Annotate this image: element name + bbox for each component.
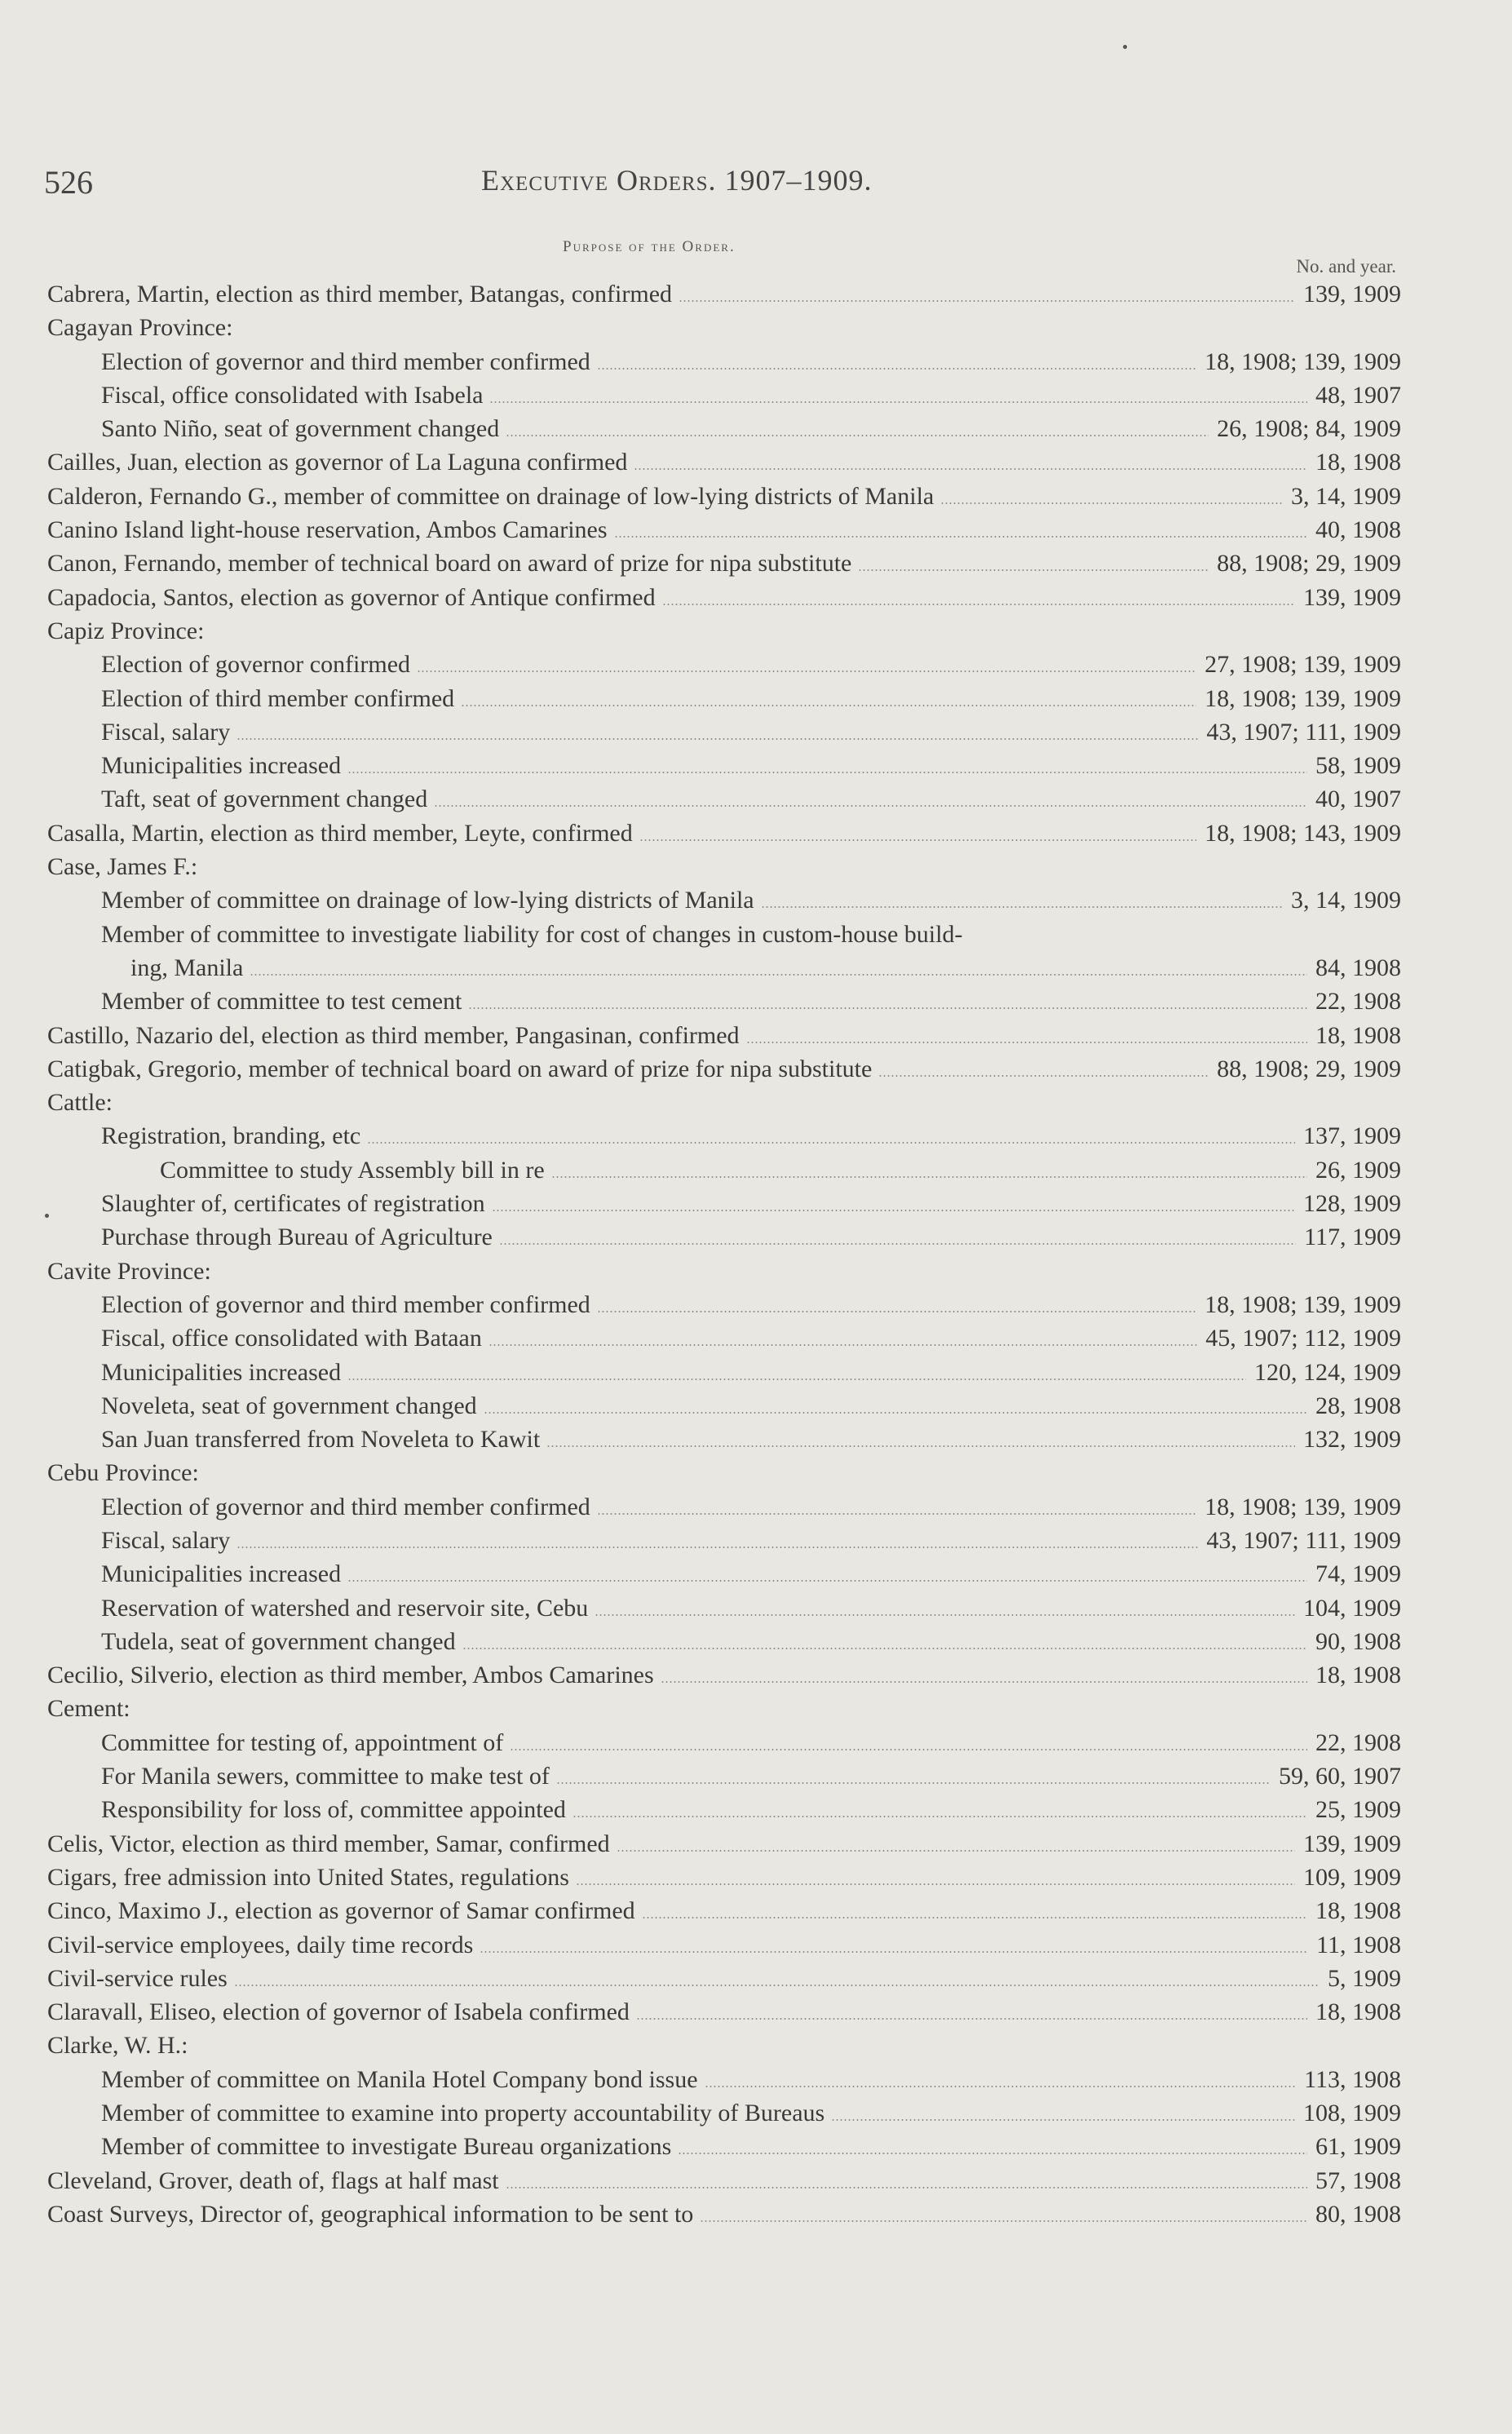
entry-reference: 128, 1909 — [1303, 1190, 1401, 1218]
entry-reference: 22, 1908 — [1315, 988, 1401, 1016]
entry-reference: 18, 1908; 139, 1909 — [1205, 1493, 1401, 1520]
index-entry — [0, 1726, 1512, 1759]
dot-leader — [506, 435, 1209, 436]
dot-leader — [576, 1883, 1295, 1885]
dot-leader — [492, 1210, 1295, 1211]
dot-leader — [597, 368, 1196, 370]
entry-reference: 18, 1908; 143, 1909 — [1205, 819, 1401, 847]
entry-text: Cinco, Maximo J., election as governor of Samar confirmed — [47, 1897, 635, 1925]
dot-leader — [462, 1648, 1307, 1649]
index-entry — [0, 1928, 1512, 1962]
entry-reference: 108, 1909 — [1303, 2100, 1401, 2127]
dot-leader — [489, 401, 1307, 403]
entry-reference: 90, 1908 — [1315, 1627, 1401, 1655]
index-entry — [0, 1052, 1512, 1086]
dot-leader — [746, 1042, 1307, 1043]
dot-leader — [661, 1681, 1307, 1683]
index-entry — [0, 648, 1512, 681]
index-entry — [0, 682, 1512, 715]
dot-leader — [484, 1412, 1307, 1414]
entry-text: Canon, Fernando, member of technical board on award of prize for nipa substitute — [47, 550, 852, 578]
dot-leader — [347, 772, 1307, 773]
dot-leader — [461, 705, 1196, 706]
index-entry — [0, 2197, 1512, 2231]
entry-text: Member of committee on Manila Hotel Company bond issue — [101, 2065, 698, 2093]
entry-text: Municipalities increased — [101, 1560, 342, 1588]
dot-leader — [367, 1142, 1295, 1144]
entry-reference: 18, 1908 — [1315, 449, 1401, 476]
dot-leader — [551, 1176, 1307, 1178]
entry-text: Cigars, free admission into United States, regulations — [47, 1863, 569, 1891]
dot-leader — [234, 1985, 1320, 1986]
entry-reference: 139, 1909 — [1303, 1830, 1401, 1857]
entry-text: Cattle: — [47, 1089, 113, 1117]
entry-text: Canino Island light-house reservation, Ambos Camarines — [47, 516, 608, 544]
index-entries — [0, 277, 1512, 2231]
entry-text: Member of committee on drainage of low-lying districts of Manila — [101, 887, 754, 914]
entry-reference: 26, 1908; 84, 1909 — [1217, 415, 1401, 443]
entry-reference: 80, 1908 — [1315, 2200, 1401, 2228]
index-entry — [0, 311, 1512, 344]
entry-text: Fiscal, office consolidated with Isabela — [101, 381, 484, 409]
entry-text: Cebu Province: — [47, 1459, 199, 1487]
entry-text: Cleveland, Grover, death of, flags at half mast — [47, 2166, 499, 2194]
entry-text: Election of governor and third member confirmed — [101, 1290, 590, 1318]
index-entry — [0, 883, 1512, 917]
entry-reference: 43, 1907; 111, 1909 — [1206, 718, 1401, 746]
entry-text: Fiscal, salary — [101, 718, 231, 746]
dot-leader — [642, 1917, 1307, 1918]
index-entry — [0, 445, 1512, 479]
entry-reference: 22, 1908 — [1315, 1728, 1401, 1756]
entry-text: Election of governor and third member confirmed — [101, 1493, 590, 1520]
entry-reference: 11, 1908 — [1316, 1931, 1401, 1958]
index-entry — [0, 1591, 1512, 1625]
entry-reference: 84, 1908 — [1315, 954, 1401, 981]
entry-reference: 113, 1908 — [1304, 2065, 1401, 2093]
entry-text: Member of committee to investigate liability for cost of changes in custom-house build- — [101, 920, 963, 948]
index-entry — [0, 951, 1512, 985]
dot-leader — [639, 839, 1196, 841]
entry-reference: 3, 14, 1909 — [1291, 482, 1401, 510]
index-entry — [0, 816, 1512, 850]
entry-text: Reservation of watershed and reservoir site, Cebu — [101, 1594, 589, 1622]
entry-reference: 18, 1908 — [1315, 1662, 1401, 1689]
index-entry — [0, 1995, 1512, 2029]
dot-leader — [480, 1951, 1308, 1953]
index-entry — [0, 2096, 1512, 2130]
entry-text: Committee for testing of, appointment of — [101, 1728, 504, 1756]
index-entry — [0, 1086, 1512, 1119]
entry-text: Casalla, Martin, election as third member, Leyte, confirmed — [47, 819, 633, 847]
entry-reference: 40, 1908 — [1315, 516, 1401, 544]
index-entry — [0, 2063, 1512, 2096]
entry-text: Fiscal, salary — [101, 1526, 231, 1554]
entry-reference: 18, 1908 — [1315, 1897, 1401, 1925]
dot-leader — [506, 2187, 1307, 2188]
index-entry — [0, 715, 1512, 749]
index-entry — [0, 345, 1512, 378]
dot-leader — [499, 1243, 1296, 1245]
entry-text: Capadocia, Santos, election as governor of Antique confirmed — [47, 583, 656, 611]
index-entry — [0, 749, 1512, 782]
index-entry — [0, 480, 1512, 513]
entry-text: Coast Surveys, Director of, geographical information to be sent to — [47, 2200, 694, 2228]
entry-text: Claravall, Eliseo, election of governor of Isabela confirmed — [47, 1998, 630, 2026]
entry-text: Committee to study Assembly bill in re — [160, 1156, 545, 1184]
dot-leader — [417, 670, 1196, 672]
index-entry — [0, 277, 1512, 311]
section-label: Purpose of the Order. — [563, 238, 736, 255]
index-entry — [0, 782, 1512, 816]
entry-reference: 28, 1908 — [1315, 1392, 1401, 1419]
index-entry — [0, 1423, 1512, 1456]
index-entry — [0, 1692, 1512, 1725]
entry-reference: 48, 1907 — [1315, 381, 1401, 409]
entry-text: Catigbak, Gregorio, member of technical board on award of prize for nipa substitute — [47, 1055, 873, 1082]
entry-reference: 57, 1908 — [1315, 2166, 1401, 2194]
entry-text: Election of governor confirmed — [101, 651, 411, 679]
entry-text: Cavite Province: — [47, 1257, 211, 1285]
entry-reference: 40, 1907 — [1315, 786, 1401, 813]
index-entry — [0, 1255, 1512, 1288]
entry-reference: 18, 1908 — [1315, 1021, 1401, 1049]
entry-reference: 137, 1909 — [1303, 1122, 1401, 1150]
index-entry — [0, 1019, 1512, 1052]
print-speck — [1123, 45, 1127, 49]
entry-reference: 18, 1908; 139, 1909 — [1205, 347, 1401, 375]
entry-reference: 5, 1909 — [1328, 1964, 1401, 1992]
index-entry — [0, 1288, 1512, 1321]
dot-leader — [831, 2119, 1295, 2121]
dot-leader — [700, 2220, 1307, 2222]
index-entry — [0, 2164, 1512, 2197]
index-entry — [0, 1625, 1512, 1658]
dot-leader — [617, 1850, 1295, 1852]
entry-text: Member of committee to test cement — [101, 988, 462, 1016]
entry-reference: 59, 60, 1907 — [1279, 1763, 1401, 1790]
index-entry — [0, 547, 1512, 580]
entry-text: Election of governor and third member confirmed — [101, 347, 590, 375]
entry-reference: 132, 1909 — [1303, 1426, 1401, 1454]
entry-text: San Juan transferred from Noveleta to Kawit — [101, 1426, 541, 1454]
entry-text: Election of third member confirmed — [101, 684, 455, 712]
column-header: No. and year. — [1296, 256, 1396, 277]
index-entry — [0, 2029, 1512, 2062]
dot-leader — [634, 468, 1307, 470]
entry-text: Registration, branding, etc — [101, 1122, 361, 1150]
dot-leader — [858, 569, 1209, 571]
index-entry — [0, 1456, 1512, 1489]
entry-text: Cement: — [47, 1695, 130, 1723]
dot-leader — [489, 1344, 1197, 1346]
entry-reference: 88, 1908; 29, 1909 — [1217, 550, 1401, 578]
entry-reference: 43, 1907; 111, 1909 — [1206, 1526, 1401, 1554]
entry-text: Member of committee to investigate Bureau organizations — [101, 2133, 672, 2161]
dot-leader — [662, 604, 1295, 605]
entry-text: Cailles, Juan, election as governor of La Laguna confirmed — [47, 449, 628, 476]
entry-reference: 109, 1909 — [1303, 1863, 1401, 1891]
entry-reference: 88, 1908; 29, 1909 — [1217, 1055, 1401, 1082]
bullet-mark — [45, 1214, 49, 1218]
index-entry — [0, 513, 1512, 547]
entry-text: Purchase through Bureau of Agriculture — [101, 1224, 493, 1251]
entry-reference: 104, 1909 — [1303, 1594, 1401, 1622]
index-entry — [0, 1321, 1512, 1355]
index-entry — [0, 1490, 1512, 1524]
dot-leader — [237, 1547, 1198, 1548]
dot-leader — [597, 1311, 1196, 1312]
entry-text: Cagayan Province: — [47, 314, 233, 342]
entry-text: Member of committee to examine into property accountability of Bureaus — [101, 2100, 825, 2127]
entry-text: Civil-service employees, daily time records — [47, 1931, 474, 1958]
dot-leader — [705, 2086, 1296, 2087]
entry-text: Cabrera, Martin, election as third member, Batangas, confirmed — [47, 281, 673, 308]
index-entry — [0, 850, 1512, 883]
index-entry — [0, 1793, 1512, 1826]
running-head — [481, 163, 873, 197]
entry-text: Municipalities increased — [101, 1358, 342, 1386]
index-entry — [0, 1962, 1512, 1995]
entry-text: Civil-service rules — [47, 1964, 228, 1992]
entry-reference: 3, 14, 1909 — [1291, 887, 1401, 914]
entry-text: Capiz Province: — [47, 617, 205, 644]
entry-text: Celis, Victor, election as third member, Samar, confirmed — [47, 1830, 610, 1857]
index-entry — [0, 1524, 1512, 1557]
entry-text: Slaughter of, certificates of registration — [101, 1190, 485, 1218]
entry-reference: 25, 1909 — [1315, 1796, 1401, 1824]
dot-leader — [678, 2153, 1307, 2154]
entry-reference: 117, 1909 — [1304, 1224, 1401, 1251]
dot-leader — [761, 906, 1283, 908]
entry-text: Calderon, Fernando G., member of committee on drainage of low-lying districts of Manila — [47, 482, 935, 510]
entry-text: Santo Niño, seat of government changed — [101, 415, 500, 443]
entry-reference: 26, 1909 — [1315, 1156, 1401, 1184]
index-entry — [0, 1827, 1512, 1861]
index-entry — [0, 1861, 1512, 1894]
index-entry — [0, 918, 1512, 951]
entry-text: Municipalities increased — [101, 752, 342, 780]
dot-leader — [546, 1445, 1295, 1447]
dot-leader — [510, 1749, 1307, 1750]
dot-leader — [347, 1580, 1307, 1582]
index-entry — [0, 1557, 1512, 1591]
index-entry — [0, 985, 1512, 1018]
dot-leader — [347, 1379, 1246, 1380]
dot-leader — [878, 1075, 1209, 1077]
index-entry — [0, 1153, 1512, 1187]
entry-text: For Manila sewers, committee to make test of — [101, 1763, 550, 1790]
dot-leader — [250, 974, 1307, 976]
index-entry — [0, 2130, 1512, 2163]
index-entry — [0, 614, 1512, 648]
index-entry — [0, 1187, 1512, 1220]
index-entry — [0, 412, 1512, 445]
dot-leader — [434, 805, 1307, 807]
page-number: 526 — [44, 164, 93, 201]
entry-reference: 74, 1909 — [1315, 1560, 1401, 1588]
entry-reference: 139, 1909 — [1303, 281, 1401, 308]
entry-text: ing, Manila — [130, 954, 244, 981]
entry-reference: 61, 1909 — [1315, 2133, 1401, 2161]
entry-reference: 120, 124, 1909 — [1254, 1358, 1401, 1386]
entry-reference: 45, 1907; 112, 1909 — [1205, 1325, 1401, 1352]
dot-leader — [940, 502, 1283, 504]
entry-reference: 139, 1909 — [1303, 583, 1401, 611]
entry-text: Tudela, seat of government changed — [101, 1627, 456, 1655]
index-entry — [0, 1389, 1512, 1423]
entry-reference: 27, 1908; 139, 1909 — [1205, 651, 1401, 679]
dot-leader — [595, 1614, 1295, 1616]
entry-text: Taft, seat of government changed — [101, 786, 428, 813]
entry-reference: 58, 1909 — [1315, 752, 1401, 780]
entry-reference: 18, 1908 — [1315, 1998, 1401, 2026]
entry-reference: 18, 1908; 139, 1909 — [1205, 684, 1401, 712]
dot-leader — [556, 1782, 1271, 1784]
dot-leader — [636, 2018, 1307, 2020]
running-head-title: Executive Orders. — [481, 164, 717, 197]
index-entry — [0, 1894, 1512, 1927]
entry-text: Clarke, W. H.: — [47, 2032, 188, 2060]
entry-reference: 18, 1908; 139, 1909 — [1205, 1290, 1401, 1318]
index-entry — [0, 1658, 1512, 1692]
index-entry — [0, 581, 1512, 614]
dot-leader — [679, 300, 1295, 302]
dot-leader — [468, 1007, 1307, 1009]
index-entry — [0, 1119, 1512, 1153]
dot-leader — [614, 536, 1307, 538]
dot-leader — [573, 1816, 1307, 1817]
dot-leader — [237, 738, 1198, 740]
entry-text: Case, James F.: — [47, 853, 198, 881]
running-head-years: 1907–1909. — [724, 164, 873, 197]
dot-leader — [597, 1513, 1196, 1515]
index-entry — [0, 1220, 1512, 1254]
entry-text: Cecilio, Silverio, election as third member, Ambos Camarines — [47, 1662, 654, 1689]
entry-text: Castillo, Nazario del, election as third member, Pangasinan, confirmed — [47, 1021, 740, 1049]
index-entry — [0, 378, 1512, 412]
index-entry — [0, 1356, 1512, 1389]
entry-text: Fiscal, office consolidated with Bataan — [101, 1325, 482, 1352]
entry-text: Noveleta, seat of government changed — [101, 1392, 477, 1419]
entry-text: Responsibility for loss of, committee appointed — [101, 1796, 566, 1824]
index-entry — [0, 1759, 1512, 1793]
